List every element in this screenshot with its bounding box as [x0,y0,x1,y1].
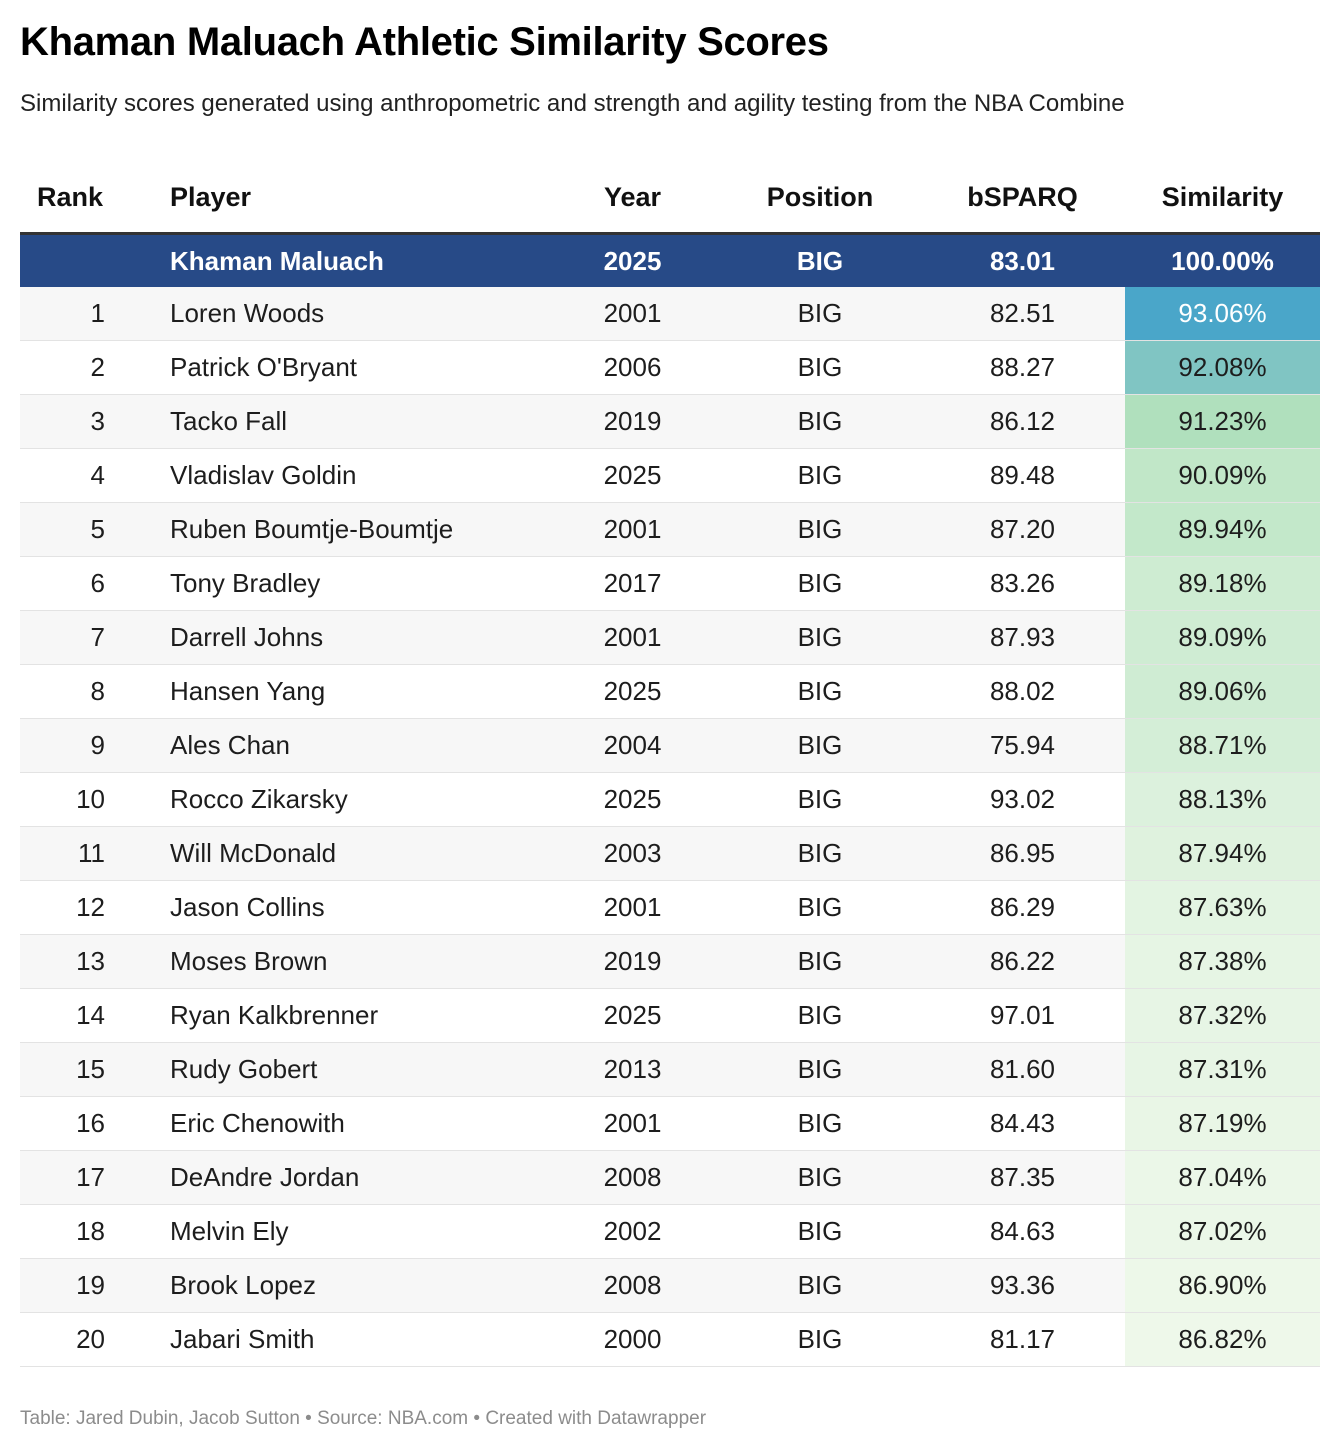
cell-year: 2006 [545,341,720,395]
cell-rank: 2 [20,341,150,395]
cell-player: Will McDonald [150,827,545,881]
cell-similarity: 87.94% [1125,827,1320,881]
cell-year: 2025 [545,449,720,503]
cell-rank: 6 [20,557,150,611]
cell-year: 2001 [545,287,720,341]
cell-bsparq: 89.48 [920,449,1125,503]
cell-year: 2025 [545,665,720,719]
cell-year: 2025 [545,773,720,827]
cell-position: BIG [720,557,920,611]
cell-similarity: 88.13% [1125,773,1320,827]
cell-player: Patrick O'Bryant [150,341,545,395]
table-row [20,1097,1320,1151]
cell-bsparq: 75.94 [920,719,1125,773]
cell-position: BIG [720,665,920,719]
header-rank[interactable]: Rank [20,162,150,234]
cell-rank: 15 [20,1043,150,1097]
cell-bsparq: 82.51 [920,287,1125,341]
cell-year: 2019 [545,395,720,449]
cell-bsparq: 88.27 [920,341,1125,395]
cell-year: 2013 [545,1043,720,1097]
cell-similarity: 89.09% [1125,611,1320,665]
featured-row [20,234,1320,288]
cell-year: 2001 [545,881,720,935]
cell-year: 2025 [545,989,720,1043]
cell-position: BIG [720,1043,920,1097]
cell-rank: 4 [20,449,150,503]
table-row [20,557,1320,611]
cell-bsparq: 86.29 [920,881,1125,935]
cell-player: Tony Bradley [150,557,545,611]
table-row [20,827,1320,881]
cell-bsparq: 93.36 [920,1259,1125,1313]
cell-similarity: 87.38% [1125,935,1320,989]
cell-rank: 20 [20,1313,150,1367]
cell-position: BIG [720,935,920,989]
header-similarity[interactable]: Similarity [1125,162,1320,234]
cell-similarity: 89.06% [1125,665,1320,719]
cell-rank: 12 [20,881,150,935]
cell-position: BIG [720,1205,920,1259]
cell-year: 2008 [545,1259,720,1313]
cell-player: Darrell Johns [150,611,545,665]
cell-year: 2001 [545,503,720,557]
table-row [20,1205,1320,1259]
header-position[interactable]: Position [720,162,920,234]
cell-rank: 19 [20,1259,150,1313]
table-row [20,1151,1320,1205]
cell-rank: 7 [20,611,150,665]
cell-bsparq: 87.35 [920,1151,1125,1205]
cell-player: Jabari Smith [150,1313,545,1367]
cell-position: BIG [720,1313,920,1367]
featured-position: BIG [720,234,920,288]
cell-similarity: 87.04% [1125,1151,1320,1205]
cell-year: 2001 [545,611,720,665]
cell-rank: 17 [20,1151,150,1205]
header-year[interactable]: Year [545,162,720,234]
cell-player: Ruben Boumtje-Boumtje [150,503,545,557]
cell-similarity: 92.08% [1125,341,1320,395]
chart-title: Khaman Maluach Athletic Similarity Scores [20,20,829,64]
cell-bsparq: 81.60 [920,1043,1125,1097]
featured-year: 2025 [545,234,720,288]
cell-player: Tacko Fall [150,395,545,449]
cell-position: BIG [720,1097,920,1151]
header-player[interactable]: Player [150,162,545,234]
cell-rank: 3 [20,395,150,449]
cell-rank: 14 [20,989,150,1043]
cell-position: BIG [720,827,920,881]
cell-player: Hansen Yang [150,665,545,719]
table-row [20,665,1320,719]
featured-player: Khaman Maluach [150,234,545,288]
cell-year: 2004 [545,719,720,773]
table-row [20,1043,1320,1097]
source-footer: Table: Jared Dubin, Jacob Sutton • Source: NBA.com • Created with Datawrapper [20,1408,707,1429]
cell-rank: 13 [20,935,150,989]
cell-player: DeAndre Jordan [150,1151,545,1205]
cell-position: BIG [720,287,920,341]
cell-bsparq: 81.17 [920,1313,1125,1367]
cell-bsparq: 84.63 [920,1205,1125,1259]
table-row [20,881,1320,935]
cell-year: 2000 [545,1313,720,1367]
table-row [20,1259,1320,1313]
cell-player: Melvin Ely [150,1205,545,1259]
cell-player: Ryan Kalkbrenner [150,989,545,1043]
table-header-row [20,162,1320,234]
cell-player: Loren Woods [150,287,545,341]
cell-player: Vladislav Goldin [150,449,545,503]
cell-rank: 10 [20,773,150,827]
cell-bsparq: 86.95 [920,827,1125,881]
cell-similarity: 86.82% [1125,1313,1320,1367]
table-row [20,611,1320,665]
cell-similarity: 88.71% [1125,719,1320,773]
cell-rank: 11 [20,827,150,881]
cell-rank: 1 [20,287,150,341]
cell-player: Moses Brown [150,935,545,989]
cell-player: Brook Lopez [150,1259,545,1313]
chart-subtitle: Similarity scores generated using anthropometric and strength and agility testing from the NBA Combine [20,90,1125,117]
cell-rank: 18 [20,1205,150,1259]
table-row [20,449,1320,503]
cell-year: 2001 [545,1097,720,1151]
table-row [20,395,1320,449]
cell-rank: 16 [20,1097,150,1151]
cell-player: Jason Collins [150,881,545,935]
table-row [20,773,1320,827]
cell-year: 2002 [545,1205,720,1259]
cell-position: BIG [720,449,920,503]
table-row [20,503,1320,557]
cell-bsparq: 93.02 [920,773,1125,827]
cell-player: Rocco Zikarsky [150,773,545,827]
cell-similarity: 89.94% [1125,503,1320,557]
cell-position: BIG [720,341,920,395]
table-row [20,989,1320,1043]
cell-similarity: 87.19% [1125,1097,1320,1151]
cell-bsparq: 84.43 [920,1097,1125,1151]
cell-bsparq: 88.02 [920,665,1125,719]
cell-year: 2017 [545,557,720,611]
cell-similarity: 87.02% [1125,1205,1320,1259]
cell-rank: 5 [20,503,150,557]
cell-bsparq: 87.20 [920,503,1125,557]
table-row [20,341,1320,395]
cell-position: BIG [720,1151,920,1205]
cell-year: 2008 [545,1151,720,1205]
table-row [20,935,1320,989]
cell-bsparq: 86.12 [920,395,1125,449]
cell-similarity: 86.90% [1125,1259,1320,1313]
cell-similarity: 87.63% [1125,881,1320,935]
cell-year: 2019 [545,935,720,989]
cell-rank: 8 [20,665,150,719]
cell-position: BIG [720,395,920,449]
cell-bsparq: 97.01 [920,989,1125,1043]
cell-position: BIG [720,773,920,827]
table-row [20,719,1320,773]
cell-similarity: 91.23% [1125,395,1320,449]
table-row [20,287,1320,341]
cell-player: Ales Chan [150,719,545,773]
featured-similarity: 100.00% [1125,234,1320,288]
cell-player: Eric Chenowith [150,1097,545,1151]
cell-position: BIG [720,503,920,557]
cell-similarity: 93.06% [1125,287,1320,341]
cell-similarity: 90.09% [1125,449,1320,503]
cell-position: BIG [720,881,920,935]
cell-position: BIG [720,1259,920,1313]
cell-position: BIG [720,989,920,1043]
cell-bsparq: 83.26 [920,557,1125,611]
cell-similarity: 87.31% [1125,1043,1320,1097]
cell-position: BIG [720,611,920,665]
cell-year: 2003 [545,827,720,881]
similarity-table [20,162,1320,1367]
cell-player: Rudy Gobert [150,1043,545,1097]
featured-bsparq: 83.01 [920,234,1125,288]
cell-similarity: 89.18% [1125,557,1320,611]
cell-similarity: 87.32% [1125,989,1320,1043]
table-row [20,1313,1320,1367]
cell-bsparq: 86.22 [920,935,1125,989]
header-bsparq[interactable]: bSPARQ [920,162,1125,234]
cell-bsparq: 87.93 [920,611,1125,665]
cell-position: BIG [720,719,920,773]
featured-rank [20,234,150,288]
cell-rank: 9 [20,719,150,773]
